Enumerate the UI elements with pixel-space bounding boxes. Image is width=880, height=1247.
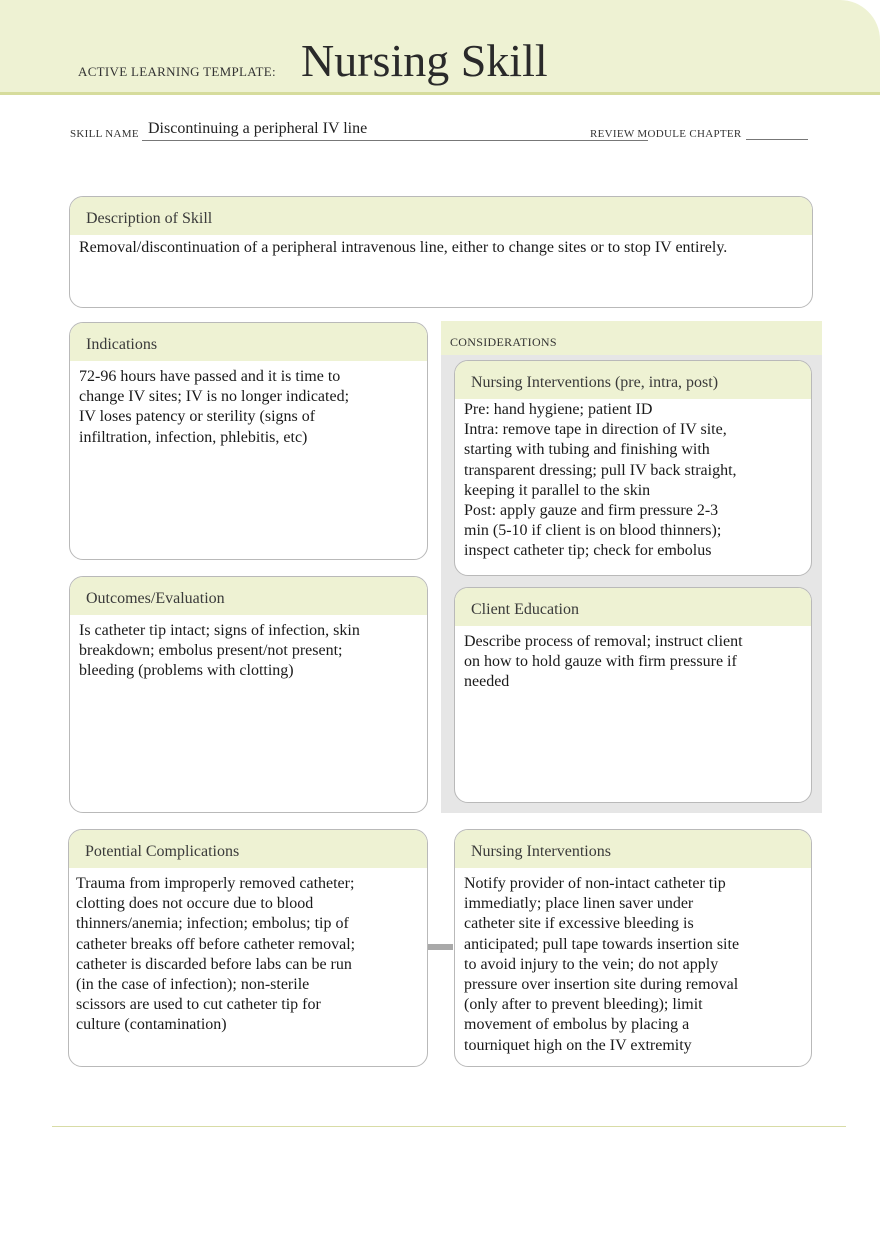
text-line: catheter site if excessive bleeding is [464, 915, 694, 933]
text-line: thinners/anemia; infection; embolus; tip of [76, 915, 349, 933]
text-line: on how to hold gauze with firm pressure if [464, 653, 737, 671]
indications-title: Indications [70, 323, 427, 361]
description-box [69, 196, 813, 308]
nursing-interventions-ppp-title: Nursing Interventions (pre, intra, post) [455, 361, 811, 399]
text-line: movement of embolus by placing a [464, 1016, 690, 1034]
indications-box [69, 322, 428, 560]
review-module-label: REVIEW MODULE CHAPTER [590, 128, 742, 140]
nursing-interventions-ppp-text [455, 399, 811, 562]
skill-name-row [70, 118, 810, 144]
text-line: Notify provider of non-intact catheter tip [464, 875, 726, 892]
text-line: Pre: hand hygiene; patient ID [464, 401, 653, 418]
outcomes-box [69, 576, 428, 813]
text-line: clotting does not occure due to blood [76, 895, 314, 913]
nursing-interventions-ppp-box [454, 360, 812, 576]
text-line: immediatly; place linen saver under [464, 895, 694, 913]
skill-name-field[interactable] [142, 118, 648, 141]
outcomes-text [70, 615, 427, 682]
nursing-interventions-text [455, 868, 811, 1056]
template-label: ACTIVE LEARNING TEMPLATE: [78, 64, 276, 79]
text-line: 72-96 hours have passed and it is time to [79, 368, 341, 385]
complications-box [68, 829, 428, 1067]
text-line: Intra: remove tape in direction of IV site, [464, 421, 727, 439]
skill-name-value: Discontinuing a peripheral IV line [148, 120, 368, 137]
complications-title: Potential Complications [69, 830, 427, 868]
text-line: (only after to prevent bleeding); limit [464, 996, 703, 1014]
text-line: needed [464, 673, 510, 691]
text-line: transparent dressing; pull IV back straight, [464, 461, 737, 479]
text-line: anticipated; pull tape towards insertion site [464, 935, 740, 953]
text-line: scissors are used to cut catheter tip for [76, 996, 321, 1014]
text-line: inspect catheter tip; check for embolus [464, 542, 712, 560]
considerations-label: CONSIDERATIONS [450, 335, 557, 349]
client-education-box [454, 587, 812, 803]
text-line: pressure over insertion site during removal [464, 976, 739, 994]
text-line: tourniquet high on the IV extremity [464, 1036, 692, 1054]
text-line: Trauma from improperly removed catheter; [76, 875, 355, 892]
text-line: to avoid injury to the vein; do not apply [464, 955, 719, 973]
complications-text [69, 868, 427, 1036]
footer-divider [52, 1126, 846, 1127]
connector-bar [428, 944, 453, 950]
text-line: culture (contamination) [76, 1016, 227, 1034]
nursing-interventions-title: Nursing Interventions [455, 830, 811, 868]
skill-name-label: SKILL NAME [70, 128, 139, 140]
text-line: min (5-10 if client is on blood thinners); [464, 522, 722, 540]
client-education-title: Client Education [455, 588, 811, 626]
text-line: keeping it parallel to the skin [464, 481, 651, 499]
client-education-text [455, 626, 811, 693]
text-line: infiltration, infection, phlebitis, etc) [79, 428, 308, 446]
text-line: Is catheter tip intact; signs of infection, skin [79, 622, 360, 639]
text-line: catheter is discarded before labs can be run [76, 955, 352, 973]
text-line: IV loses patency or sterility (signs of [79, 408, 316, 426]
description-title: Description of Skill [70, 197, 812, 235]
indications-text [70, 361, 427, 448]
review-module-field[interactable] [746, 139, 808, 140]
text-line: change IV sites; IV is no longer indicated; [79, 388, 350, 406]
text-line: bleeding (problems with clotting) [79, 662, 294, 680]
description-text: Removal/discontinuation of a peripheral intravenous line, either to change sites or to stop IV entirely. [79, 239, 728, 256]
text-line: (in the case of infection); non-sterile [76, 976, 310, 994]
outcomes-title: Outcomes/Evaluation [70, 577, 427, 615]
text-line: breakdown; embolus present/not present; [79, 642, 343, 660]
nursing-interventions-box [454, 829, 812, 1067]
text-line: Post: apply gauze and firm pressure 2-3 [464, 502, 719, 520]
page-title: Nursing Skill [301, 35, 548, 86]
text-line: catheter breaks off before catheter removal; [76, 935, 356, 953]
text-line: Describe process of removal; instruct client [464, 633, 743, 650]
text-line: starting with tubing and finishing with [464, 441, 710, 459]
